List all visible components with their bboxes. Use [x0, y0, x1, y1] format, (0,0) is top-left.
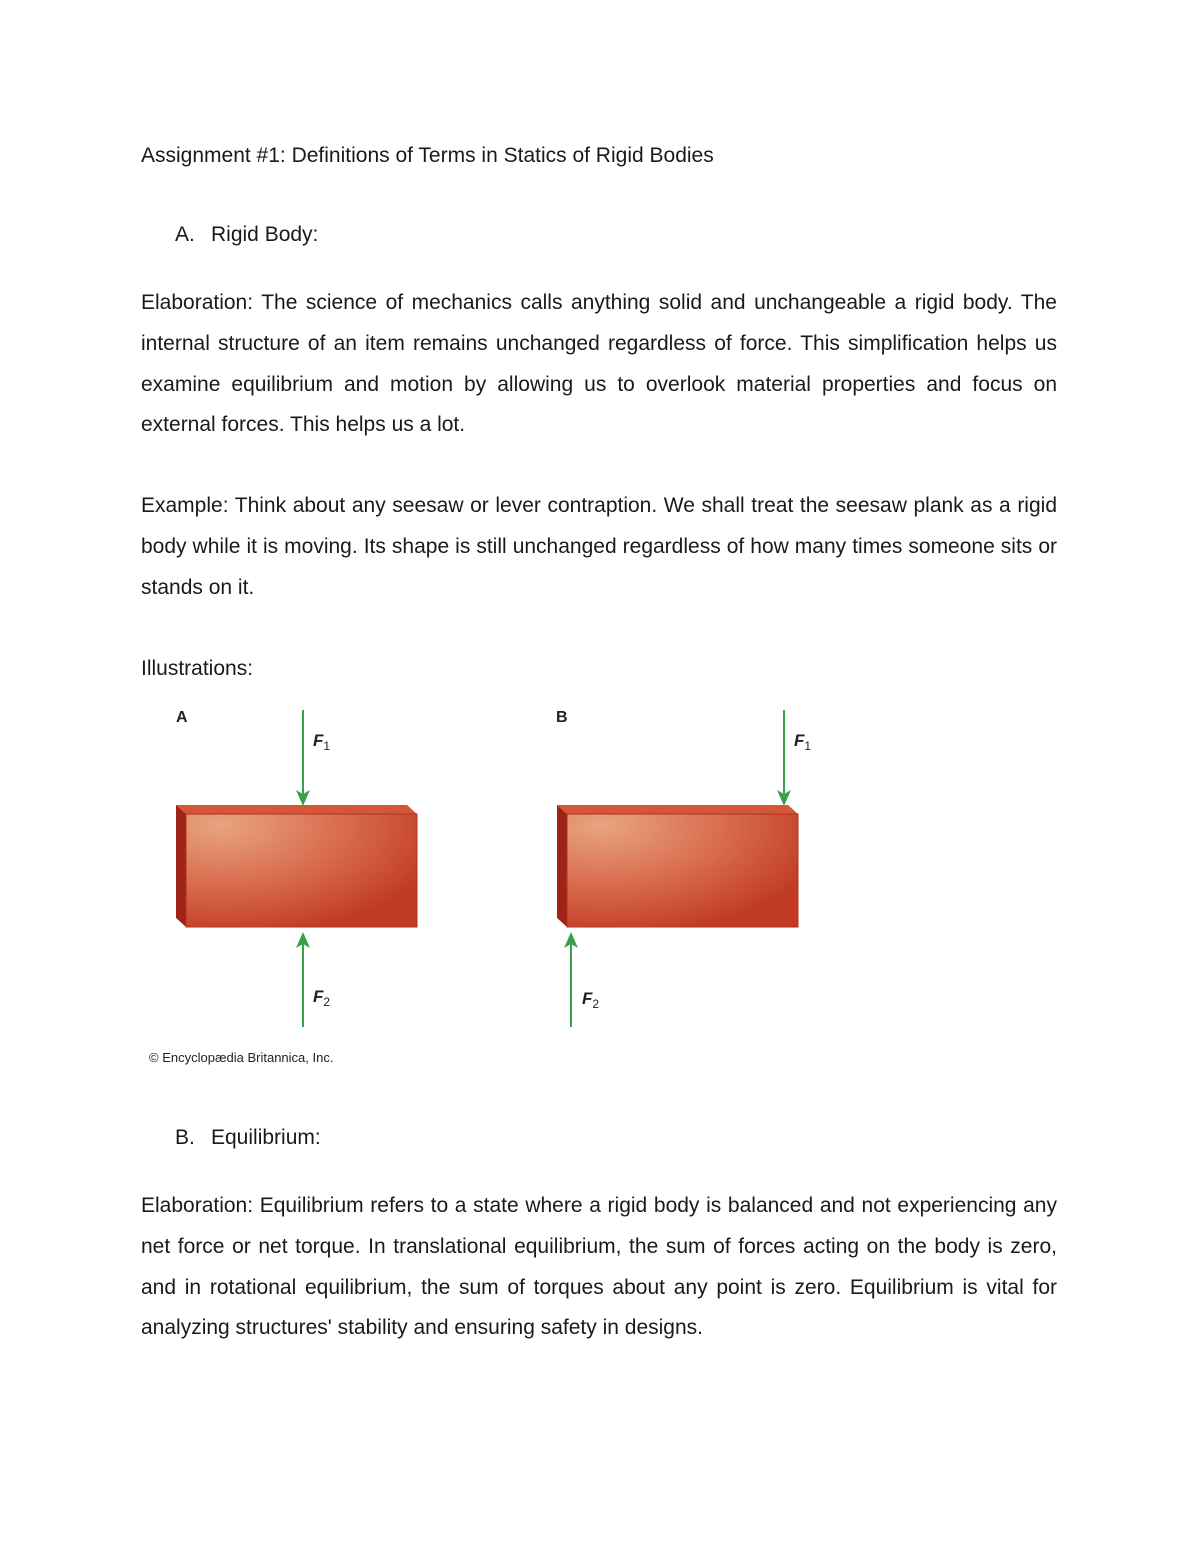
panel-b: [556, 709, 811, 1027]
panel-a-block-face: [186, 814, 417, 927]
section-a-title: Rigid Body:: [211, 223, 319, 246]
section-a-heading: [175, 221, 318, 249]
panel-b-label: B: [556, 709, 568, 726]
illustrations-label: Illustrations:: [141, 657, 254, 680]
panel-a-block-top: [176, 805, 417, 814]
panel-a: [176, 709, 417, 1027]
section-b-letter: B.: [175, 1126, 195, 1149]
panel-b-f2-label: $F_2$: [582, 989, 600, 1011]
figure-credit: © Encyclopædia Britannica, Inc.: [149, 1050, 334, 1065]
section-b-heading: [175, 1124, 321, 1152]
section-a-example: Example: Think about any seesaw or lever contraption. We shall treat the seesaw plank as a rigid body while it is moving. Its shape is still unchanged regardless of how many times someone sits or stands on it.: [141, 494, 1057, 599]
section-b-elaboration: Elaboration: Equilibrium refers to a state where a rigid body is balanced and not experiencing any net force or net torque. In translational equilibrium, the sum of forces acting on the body is zero, and in rotational equilibrium, the sum of torques about any point is zero. Equilibrium is vital for analyzing structures' stability and ensuring safety in designs.: [141, 1194, 1057, 1340]
section-a-elaboration: Elaboration: The science of mechanics calls anything solid and unchangeable a rigid body. The internal structure of an item remains unchanged regardless of force. This simplification helps us examine equilibrium and motion by allowing us to overlook material properties and focus on external forces. This helps us a lot.: [141, 291, 1057, 437]
rigid-body-figure: [140, 700, 840, 1072]
panel-b-f1-label: $F_1$: [794, 731, 812, 753]
panel-a-block-side: [176, 805, 186, 927]
panel-a-label: A: [176, 709, 188, 726]
section-b-title: Equilibrium:: [211, 1126, 321, 1149]
panel-a-f2-label: $F_2$: [313, 987, 331, 1009]
panel-b-block-top: [557, 805, 798, 814]
document-title: Assignment #1: Definitions of Terms in Statics of Rigid Bodies: [141, 144, 714, 167]
panel-a-f1-label: $F_1$: [313, 731, 331, 753]
section-a-letter: A.: [175, 223, 195, 246]
panel-b-block-side: [557, 805, 567, 927]
panel-b-block-face: [567, 814, 798, 927]
